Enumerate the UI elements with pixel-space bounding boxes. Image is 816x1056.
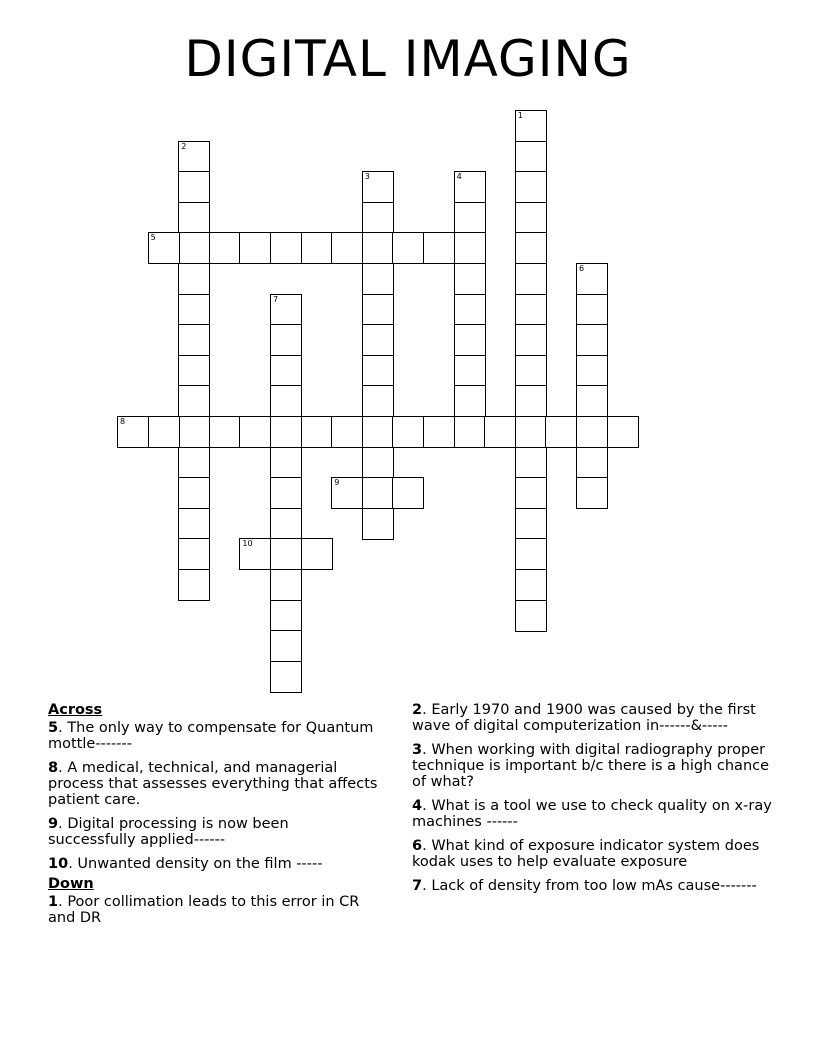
grid-cell[interactable]: [423, 232, 455, 264]
grid-cell[interactable]: [362, 508, 394, 540]
grid-cell[interactable]: [270, 477, 302, 509]
grid-cell[interactable]: [270, 447, 302, 479]
clues-left-column: [48, 702, 378, 934]
grid-cell[interactable]: [239, 232, 271, 264]
across-heading: Across: [48, 702, 103, 718]
grid-cell[interactable]: [515, 385, 547, 417]
grid-cell[interactable]: [362, 232, 394, 264]
clue-text: Unwanted density on the film -----: [77, 856, 323, 872]
grid-cell[interactable]: [178, 232, 210, 264]
grid-cell[interactable]: [576, 355, 608, 387]
grid-cell[interactable]: [362, 447, 394, 479]
cell-number: 1: [517, 111, 523, 120]
grid-cell[interactable]: [392, 232, 424, 264]
down-clue: 6. What kind of exposure indicator system does kodak uses to help evaluate exposure: [412, 838, 760, 870]
grid-cell[interactable]: [301, 232, 333, 264]
clue-number: 4: [412, 798, 423, 814]
grid-cell[interactable]: [392, 416, 424, 448]
clue-number: 9: [48, 816, 59, 832]
grid-cell[interactable]: [454, 171, 486, 203]
grid-cell[interactable]: [515, 202, 547, 234]
grid-cell[interactable]: [362, 324, 394, 356]
grid-cell[interactable]: [178, 447, 210, 479]
grid-cell[interactable]: [423, 416, 455, 448]
clue-text: When working with digital radiography proper technique is important b/c there is a high chance of what?: [412, 742, 770, 790]
grid-cell[interactable]: [148, 232, 180, 264]
grid-cell[interactable]: [515, 355, 547, 387]
clue-text: Poor collimation leads to this error in CR and DR: [48, 894, 360, 926]
cell-number: 3: [364, 172, 370, 182]
page-title: DIGITAL IMAGING: [184, 30, 632, 88]
grid-cell[interactable]: [576, 416, 608, 448]
across-clue: 8. A medical, technical, and managerial process that assesses everything that affects patient care.: [48, 760, 378, 808]
grid-cell[interactable]: [454, 416, 486, 448]
grid-cell[interactable]: [515, 294, 547, 326]
grid-cell[interactable]: [515, 477, 547, 509]
grid-cell[interactable]: [270, 508, 302, 540]
clue-number: 2: [412, 702, 423, 718]
grid-cell[interactable]: [545, 416, 577, 448]
grid-cell[interactable]: [454, 232, 486, 264]
grid-cell[interactable]: [515, 600, 547, 632]
clue-number: 5: [48, 720, 59, 736]
grid-cell[interactable]: [178, 324, 210, 356]
clue-text: What kind of exposure indicator system does kodak uses to help evaluate exposure: [412, 838, 760, 870]
grid-cell[interactable]: [362, 294, 394, 326]
grid-cell[interactable]: [515, 171, 547, 203]
grid-cell[interactable]: [178, 294, 210, 326]
grid-cell[interactable]: [454, 385, 486, 417]
grid-cell[interactable]: [239, 416, 271, 448]
grid-cell[interactable]: [515, 324, 547, 356]
clue-text: Early 1970 and 1900 was caused by the first wave of digital computerization in------&-----: [412, 702, 756, 734]
grid-cell[interactable]: [209, 416, 241, 448]
clue-number: 7: [412, 878, 423, 894]
grid-cell[interactable]: [576, 324, 608, 356]
cell-number: 10: [242, 539, 253, 549]
grid-cell[interactable]: [178, 202, 210, 234]
cell-number: 8: [120, 417, 126, 426]
across-clue: 9. Digital processing is now been successfully applied------: [48, 816, 289, 848]
cell-number: 5: [150, 233, 156, 243]
grid-cell[interactable]: [454, 202, 486, 234]
grid-cell[interactable]: [270, 232, 302, 264]
down-clue: 3. When working with digital radiography proper technique is important b/c there is a high chance of what?: [412, 742, 770, 790]
grid-cell[interactable]: [209, 232, 241, 264]
grid-cell[interactable]: [270, 324, 302, 356]
grid-cell[interactable]: [270, 416, 302, 448]
grid-cell[interactable]: [362, 202, 394, 234]
grid-cell[interactable]: [454, 294, 486, 326]
grid-cell[interactable]: [576, 477, 608, 509]
grid-cell[interactable]: [178, 538, 210, 570]
grid-cell[interactable]: [515, 141, 547, 173]
cell-number: 6: [579, 264, 585, 273]
grid-cell[interactable]: [178, 355, 210, 387]
grid-cell[interactable]: [239, 538, 271, 570]
grid-cell[interactable]: [117, 416, 149, 448]
grid-cell[interactable]: [178, 508, 210, 540]
grid-cell[interactable]: [362, 171, 394, 203]
grid-cell[interactable]: [362, 385, 394, 417]
cell-number: 7: [273, 294, 279, 304]
grid-cell[interactable]: [331, 477, 363, 509]
grid-cell[interactable]: [362, 416, 394, 448]
clue-number: 6: [412, 838, 423, 854]
clue-number: 10: [48, 856, 69, 872]
grid-cell[interactable]: [576, 263, 608, 295]
grid-cell[interactable]: [576, 385, 608, 417]
clue-text: Digital processing is now been successfully applied------: [48, 816, 289, 848]
grid-cell[interactable]: [515, 232, 547, 264]
grid-cell[interactable]: [270, 355, 302, 387]
grid-cell[interactable]: [270, 661, 302, 693]
grid-cell[interactable]: [178, 171, 210, 203]
grid-cell[interactable]: [178, 416, 210, 448]
grid-cell[interactable]: [392, 477, 424, 509]
grid-cell[interactable]: [301, 416, 333, 448]
grid-cell[interactable]: [454, 324, 486, 356]
cell-number: 2: [181, 141, 187, 151]
clue-number: 8: [48, 760, 59, 776]
grid-cell[interactable]: [178, 569, 210, 601]
grid-cell[interactable]: [454, 263, 486, 295]
grid-cell[interactable]: [178, 141, 210, 173]
grid-cell[interactable]: [515, 447, 547, 479]
grid-cell[interactable]: [515, 416, 547, 448]
grid-cell[interactable]: [270, 538, 302, 570]
grid-cell[interactable]: [576, 294, 608, 326]
grid-cell[interactable]: [331, 232, 363, 264]
grid-cell[interactable]: [270, 569, 302, 601]
grid-cell[interactable]: [362, 355, 394, 387]
grid-cell[interactable]: [270, 385, 302, 417]
grid-cell[interactable]: [515, 263, 547, 295]
clue-text: A medical, technical, and managerial process that assesses everything that affects patient care.: [48, 760, 378, 808]
cell-number: 4: [456, 172, 462, 182]
grid-cell[interactable]: [362, 477, 394, 509]
grid-cell[interactable]: [270, 600, 302, 632]
down-heading: Down: [48, 876, 94, 892]
grid-cell[interactable]: [178, 477, 210, 509]
grid-cell[interactable]: [515, 110, 547, 142]
clue-text: The only way to compensate for Quantum mottle-------: [48, 720, 374, 752]
grid-cell[interactable]: [148, 416, 180, 448]
grid-cell[interactable]: [270, 294, 302, 326]
grid-cell[interactable]: [331, 416, 363, 448]
grid-cell[interactable]: [576, 447, 608, 479]
grid-cell[interactable]: [515, 538, 547, 570]
grid-cell[interactable]: [484, 416, 516, 448]
grid-cell[interactable]: [178, 263, 210, 295]
grid-cell[interactable]: [515, 508, 547, 540]
grid-cell[interactable]: [178, 385, 210, 417]
down-clue: 1. Poor collimation leads to this error in CR and DR: [48, 894, 360, 926]
grid-cell[interactable]: [270, 630, 302, 662]
clue-number: 1: [48, 894, 59, 910]
grid-cell[interactable]: [301, 538, 333, 570]
grid-cell[interactable]: [607, 416, 639, 448]
grid-cell[interactable]: [362, 263, 394, 295]
down-clue: 7. Lack of density from too low mAs cause-------: [412, 878, 757, 894]
down-clue: 2. Early 1970 and 1900 was caused by the first wave of digital computerization in------&-----: [412, 702, 756, 734]
clue-text: What is a tool we use to check quality on x-ray machines ------: [412, 798, 772, 830]
across-clue: 5. The only way to compensate for Quantum mottle-------: [48, 720, 374, 752]
grid-cell[interactable]: [454, 355, 486, 387]
clue-number: 3: [412, 742, 423, 758]
across-clue: 10. Unwanted density on the film -----: [48, 856, 323, 872]
grid-cell[interactable]: [515, 569, 547, 601]
clues-right-column: [412, 702, 782, 902]
clue-text: Lack of density from too low mAs cause-------: [431, 878, 757, 894]
down-clue: 4. What is a tool we use to check quality on x-ray machines ------: [412, 798, 772, 830]
cell-number: 9: [334, 478, 340, 488]
